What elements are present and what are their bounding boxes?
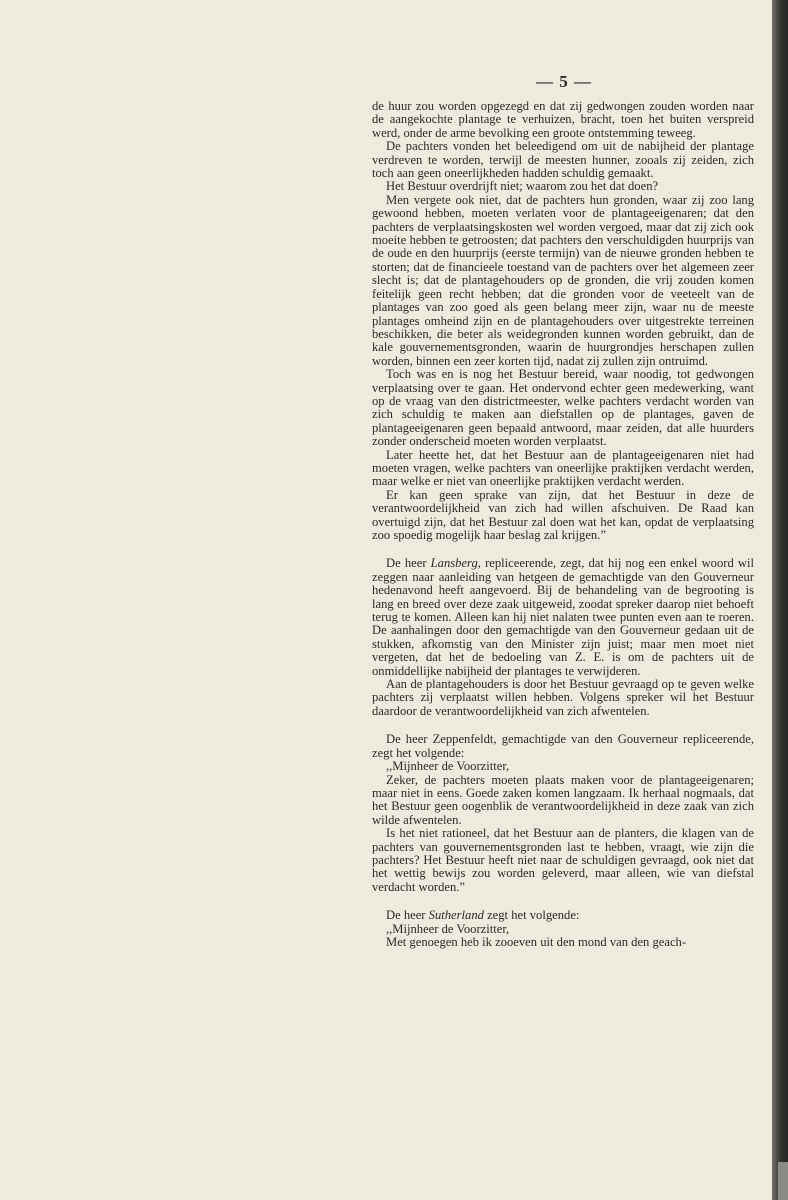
paragraph-12: Zeker, de pachters moeten plaats maken voor de plantageeigenaren; maar niet in eens. Goede zaken komen langzaam. Ik herhaal nogmaals, dat het Bestuur geen oogenblik de verantwoordelijkheid in deze zaak van zich wilde afwentelen. <box>372 772 754 827</box>
paragraph-15: ,,Mijnheer de Voorzitter, <box>386 921 510 936</box>
paragraph-8-body: , repliceerende, zegt, dat hij nog een enkel woord wil zeggen naar aanleiding van hetgeen de gemachtigde van den Gouverneur hedenavond heeft aangevoerd. Bij de behandeling van de begrooting is lang en breed over deze zaak uitgeweid, zoodat spreker daarop niet behoeft terug te komen. Alleen kan hij niet nalaten twee punten even aan te roeren. De aanhalingen door den gemachtigde van den Gouverneur gedaan uit de stukken, afkomstig van den Minister zijn juist; maar men moet niet vergeten, dat het de bedoeling van Z. E. is om de pachters uit de onmiddellijke nabijheid der plantages te verwijderen. <box>372 556 754 678</box>
paragraph-6: Later heette het, dat het Bestuur aan de plantageeigenaren niet had moeten vragen, welke pachters van oneerlijke praktijken verdacht werden, maar welke er niet van oneerlijke praktijken verdacht werden. <box>372 447 754 489</box>
paragraph-4: Men vergete ook niet, dat de pachters hun gronden, waar zij zoo lang gewoond hebben, moeten verlaten voor de plantageeigenaren; dat den pachters de verplaatsingskosten wel worden vergoed, maar dat zij zich ook moeite hebben te getroosten; dat pachters den verschuldigden huurprijs van de oude en den huurprijs (eerste termijn) van de nieuwe gronden hebben te storten; dat de financieele toestand van de pachters over het algemeen zeer slecht is; dat de plantagehouders op de gronden, die vrij zouden komen feitelijk geen recht hebben; dat die gronden voor de veeteelt van de plantages van zoo goed als geen belang meer zijn, waar nu de meeste plantages omheind zijn en de plantagehouders over uitgestrekte terreinen beschikken, die beter als weidegronden kunnen worden gebruikt, dan de kale gouvernementsgronden, waarin de huurgrondjes herschapen zullen worden, binnen een zeer korten tijd, nadat zij zullen zijn ontruimd. <box>372 192 754 368</box>
paragraph-2: De pachters vonden het beleedigend om uit de nabijheid der plantage verdreven te worden, terwijl de meesten hunner, zooals zij zeiden, zich toch aan geen oneerlijkheden hadden schuldig gemaakt. <box>372 139 754 181</box>
paragraph-9: Aan de plantagehouders is door het Bestuur gevraagd op te geven welke pachters zij verplaatst willen hebben. Volgens spreker wil het Bestuur daardoor de verantwoordelijkheid van zich afwentelen. <box>372 677 754 718</box>
paragraph-11: ,,Mijnheer de Voorzitter, <box>386 759 510 774</box>
paragraph-8-prefix: De heer <box>386 556 431 571</box>
paragraph-7: Er kan geen sprake van zijn, dat het Bestuur in deze de verantwoordelijkheid van zich had willen afschuiven. De Raad kan overtuigd zijn, dat het Bestuur zal doen wat het kan, opdat de verplaatsing zoo spoedig mogelijk haar beslag zal krijgen.” <box>372 487 754 542</box>
page-edge-notch <box>778 1162 788 1200</box>
paragraph-14-body: zegt het volgende: <box>483 908 580 923</box>
paragraph-1: de huur zou worden opgezegd en dat zij gedwongen zouden worden naar de aangekochte plantage te verhuizen, bracht, toen het buiten verspreid werd, onder de arme bevolking een groote ontstemming teweeg. <box>372 99 754 140</box>
paragraph-10: De heer Zeppenfeldt, gemachtigde van den Gouverneur repliceerende, zegt het volgende: <box>372 732 754 760</box>
page-edge-shadow <box>772 0 788 1200</box>
paragraph-3: Het Bestuur overdrijft niet; waarom zou het dat doen? <box>386 179 659 194</box>
paragraph-5: Toch was en is nog het Bestuur bereid, waar noodig, tot gedwongen verplaatsing over te gaan. Het ondervond echter geen medewerking, want op de vraag van den districtmeester, welke pachters verdacht worden van zich schuldig te maken aan diefstallen op de plantages, gaven de plantageeigenaren geen bepaald antwoord, maar zeiden, dat alle huurders zonder onderscheid moeten worden verplaatst. <box>372 367 754 449</box>
page-number: — 5 — <box>536 72 592 91</box>
speaker-sutherland: Sutherland <box>428 908 484 923</box>
text-column <box>372 100 754 949</box>
paragraph-8 <box>372 557 754 678</box>
paragraph-16: Met genoegen heb ik zooeven uit den mond van den geach- <box>386 934 687 949</box>
paragraph-14-prefix: De heer <box>386 908 429 923</box>
paragraph-13: Is het niet rationeel, dat het Bestuur aan de planters, die klagen van de pachters van gouvernementsgronden last te hebben, vraagt, wie zijn die pachters? Het Bestuur heeft niet naar de schuldigen gevraagd, ook niet dat het wettig bewijs zou worden geleverd, maar alleen, wie van diefstal verdacht worden.” <box>372 826 754 894</box>
paragraph-14 <box>372 909 754 922</box>
speaker-lansberg: Lansberg <box>430 556 478 571</box>
